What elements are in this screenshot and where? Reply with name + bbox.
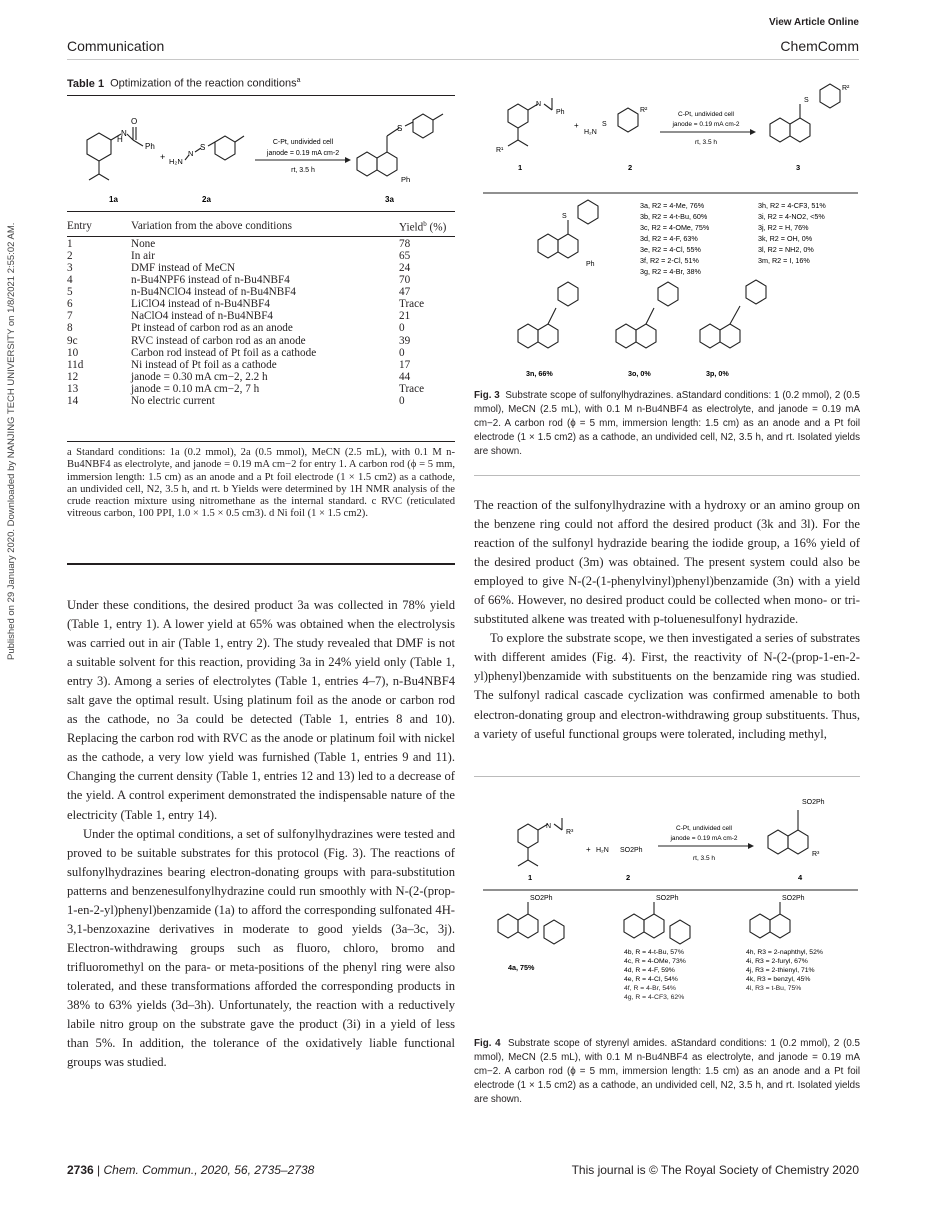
fig4-yields-right [746,949,823,983]
fig4-label-4a: 4a, 75% [508,963,535,972]
fig3-yield-3f: 3f, R2 = 2-Cl, 51% [640,256,699,265]
cell-entry: 13 [67,382,79,395]
fig4-label-1: 1 [528,873,533,882]
fig4-plus: + [586,845,591,854]
cell-entry: 8 [67,322,73,335]
cell-yield: 24 [399,262,411,275]
fig4-yield-4e: 4e, R = 4-Cl, 54% [624,976,678,983]
fig3-r2: R² [640,107,648,114]
fig4-4h-so2ph: SO2Ph [782,895,805,902]
table1-rule-3 [67,236,455,237]
download-notice [6,120,26,660]
fig3-3o-aryl [658,282,678,306]
fig3-plus: + [574,121,579,130]
scheme-3a-oxazine [377,152,397,176]
fig4-top-rule [474,776,860,777]
cell-yield: 47 [399,286,411,299]
table-row [67,250,455,262]
fig4-condition-1: C-Pt, undivided cell [676,825,732,832]
cell-yield: 0 [399,395,405,408]
fig3-label-3: 3 [796,163,801,172]
fig3-generic-oxazine [558,234,578,258]
cell-variation: janode = 0.30 mA cm−2, 2.2 h [131,370,268,383]
section-title: Communication [67,38,165,54]
fig3-r1: R¹ [496,147,504,154]
cell-entry: 7 [67,310,73,323]
table-row [67,238,455,250]
fig3-label-3n: 3n, 66% [526,369,553,378]
scheme-label-3a: 3a [385,195,394,204]
right-column-text [474,496,860,744]
fig3-yield-3b: 3b, R2 = 4-t-Bu, 60% [640,212,708,221]
cell-yield: 70 [399,274,411,287]
fig4-r3: R³ [566,829,574,836]
fig4-yield-4d: 4d, R = 4-F, 59% [624,967,675,974]
table-row [67,310,455,322]
fig3-yields-right [758,201,826,265]
table1-top-rule [67,95,455,96]
cell-yield: 0 [399,322,405,335]
fig4-scheme [478,780,863,985]
fig4-yield-4j: 4j, R3 = 2-thienyl, 71% [746,967,815,974]
col-variation: Variation from the above conditions [131,219,292,232]
fig3-yield-3j: 3j, R2 = H, 76% [758,223,809,232]
table-body [67,238,455,407]
fig3-yield-3m: 3m, R2 = I, 16% [758,256,810,265]
col-yield [399,218,455,238]
col-entry: Entry [67,219,92,232]
fig3-scheme [478,80,863,380]
fig4-1-ring [518,824,538,848]
fig4-4a-aryl [544,920,564,944]
scheme-n: N [121,129,127,138]
scheme-condition-2: janode = 0.19 mA cm-2 [266,150,340,157]
cell-entry: 3 [67,262,73,275]
cell-variation: LiClO4 instead of n-Bu4NBF4 [131,298,270,311]
fig4-4h-oxazine [770,914,790,938]
table-row [67,298,455,310]
fig4-4b-ring [624,914,644,938]
fig4-condition-2: janode = 0.19 mA cm-2 [670,835,738,842]
copyright: This journal is © The Royal Society of Chemistry 2020 [571,1163,859,1177]
cell-yield: 78 [399,237,411,250]
cell-yield: Trace [399,298,425,311]
fig4-caption [474,1037,860,1107]
fig3-3o-oxazine [636,324,656,348]
fig4-4-ring [768,830,788,854]
fig4-yield-4g: 4g, R = 4-CF3, 62% [624,994,685,1001]
cell-entry: 5 [67,286,73,299]
fig3-2-ring [618,108,638,132]
fig4-label-2: 2 [626,873,631,882]
cell-entry: 6 [67,298,73,311]
fig3-generic-ph: Ph [586,261,595,268]
left-column-text [67,596,455,1072]
fig3-s: S [602,121,607,128]
fig3-yields-left [640,201,710,276]
fig4-caption-label: Fig. 4 [474,1038,501,1049]
fig3-caption [474,389,860,459]
table1-rule-2 [67,211,455,212]
fig3-3p-ring [700,324,720,348]
fig3-3n-ring [518,324,538,348]
cell-entry: 4 [67,274,73,287]
cell-yield: Trace [399,382,425,395]
scheme-3a-tolyl [413,114,433,138]
scheme-condition-1: C-Pt, undivided cell [272,139,334,146]
fig3-yield-3c: 3c, R2 = 4-OMe, 75% [640,223,710,232]
cell-variation: RVC instead of carbon rod as an anode [131,334,306,347]
cell-variation: No electric current [131,395,215,408]
fig3-generic-ring [538,234,558,258]
fig3-label-3o: 3o, 0% [628,369,651,378]
table-row [67,395,455,407]
cell-variation: janode = 0.10 mA cm−2, 7 h [131,382,260,395]
fig3-3-r2: R² [842,85,850,92]
col-yield-sup: b [423,220,427,228]
cell-entry: 1 [67,237,73,250]
fig3-caption-label: Fig. 3 [474,390,500,401]
fig4-yield-4l: 4l, R3 = t-Bu, 75% [746,985,802,992]
scheme-label-1a: 1a [109,195,118,204]
scheme-3a-ph: Ph [401,175,411,184]
fig4-4b-oxazine [644,914,664,938]
table1-title-sup: a [296,77,301,84]
right-paragraph-2: To explore the substrate scope, we then investigated a series of substrates with different amides (Fig. 4). First, the reactivity of N-(2-(prop-1-en-2-yl)phenyl)benzamide with substituents on the benzamide ring was studied. The sulfonyl radical cascade cyclization was confirmed amenable to both electron-donating group and electron-withdrawing group substituents. Thus, a variety of useful functional groups were tolerated, including methyl, [474,631,860,741]
optimization-table [67,218,455,407]
fig3-condition-2: janode = 0.19 mA cm-2 [672,121,740,128]
scheme-label-2a: 2a [202,195,211,204]
fig3-3p-oxazine [720,324,740,348]
right-paragraph-1: The reaction of the sulfonylhydrazine with a hydroxy or an amino group on the benzene ring could not afford the desired product (3k and 3l). For the reaction of the sulfonyl hydrazide bearing the iodide group, a 16% yield of the desired product (3m) was obtained. The present system could also be employed to give N-(2-(1-phenylvinyl)phenyl)benzamide (3n) with a yield of 66%. However, no desired product could be collected when mono- or tri-substituted alkene was treated with p-toluenesulfonyl hydrazide. [474,498,860,627]
cell-yield: 17 [399,358,411,371]
fig4-4-so2ph: SO2Ph [802,799,825,806]
cell-variation: Ni instead of Pt foil as a cathode [131,358,277,371]
table-row [67,347,455,359]
scheme-1a-ring [87,133,111,161]
left-paragraph-2: Under the optimal conditions, a set of sulfonylhydrazines were tested and proved to be suitable substrates for this protocol (Fig. 3). The reactions of sulfonylhydrazines bearing electron-donating groups with para-substitution patterns and benzenesulfonylhydrazine could run smoothly with N-(2-(prop-1-en-2-yl)phenyl)benzamide (1a) to afford the corresponding sulfonated 4H-3,1-benzoxazine derivatives in moderate to good yields (3a–3c, 3j). Electron-withdrawing groups such as fluoro, chloro, bromo and trifluoromethyl on the para- or meta-positions of the phenyl ring were also tolerated, and these transformations afforded the corresponding products in 38% to 63% yields (3d–3h). Unfortunately, the reaction with a reductively labile nitro group on the substrate gave the product (3i) in a yield of less than 5%. In addition, the tolerance of the oxidatively liable functional groups was studied. [67,826,455,1070]
cell-variation: NaClO4 instead of n-Bu4NBF4 [131,310,274,323]
cell-variation: n-Bu4NClO4 instead of n-Bu4NBF4 [131,286,297,299]
table-row [67,322,455,334]
table1-title: Optimization of the reaction conditions [110,77,297,90]
fig3-yield-3a: 3a, R2 = 4-Me, 76% [640,201,705,210]
fig4-yields-mid-extra [624,984,684,1002]
fig3-1-ring [508,104,528,128]
fig3-bottom-rule [474,475,860,476]
cell-yield: 65 [399,249,411,262]
cell-variation: None [131,237,156,250]
cell-yield: 44 [399,370,411,383]
scheme-h: H [117,135,123,144]
table-row [67,335,455,347]
col-yield-label: Yield [399,221,424,234]
table-row [67,274,455,286]
table1-bottom-rule [67,563,455,565]
fig3-yield-3h: 3h, R2 = 4-CF3, 51% [758,201,826,210]
fig4-yield-4k: 4k, R3 = benzyl, 45% [746,976,811,983]
fig3-yield-3l: 3l, R2 = NH2, 0% [758,245,814,254]
table1-caption [67,77,301,90]
fig3-label-3p: 3p, 0% [706,369,729,378]
fig4-4a-oxazine [518,914,538,938]
fig3-3n-oxazine [538,324,558,348]
fig3-condition-1: C-Pt, undivided cell [678,111,734,118]
fig4-yield-4b: 4b, R = 4-t-Bu, 57% [624,949,684,956]
header-divider [67,59,859,60]
table-row [67,371,455,383]
fig3-label-2: 2 [628,163,633,172]
fig3-yield-3g: 3g, R2 = 4-Br, 38% [640,267,701,276]
table-row [67,359,455,371]
download-notice-text: Published on 29 January 2020. Downloaded by NANJING TECH UNIVERSITY on 1/8/2021 2:55:02 AM. [6,222,17,660]
table-header-row [67,218,455,238]
cell-yield: 0 [399,346,405,359]
fig4-4-oxazine [788,830,808,854]
fig4-yield-4c: 4c, R = 4-OMe, 73% [624,958,686,965]
table-row [67,262,455,274]
fig4-4a-ring [498,914,518,938]
fig3-yield-3i: 3i, R2 = 4-NO2, <5% [758,212,825,221]
citation: Chem. Commun., 2020, 56, 2735–2738 [103,1163,315,1177]
cell-entry: 11d [67,358,84,371]
table1-rule-4 [67,441,455,442]
table-row [67,383,455,395]
fig4-yield-4h: 4h, R3 = 2-naphthyl, 52% [746,949,823,956]
left-paragraph-1: Under these conditions, the desired product 3a was collected in 78% yield (Table 1, entry 1). A lower yield at 65% was obtained when the electrolysis was carried out in air (Table 1, entry 2). The study revealed that DMF is not a suitable solvent for this reaction, providing 3a in 24% yield only (Table 1, entry 3). Among a series of electrolytes (Table 1, entries 4–7), n-Bu4NBF4 salt gave the optimal result. Using platinum foil as the anode or carbon rod as the cathode, no 3a could be detected (Table 1, entries 8 and 10). Replacing the carbon rod with RVC as the anode or platinum foil with nickel as the cathode, a very low yield was furnished (Table 1, entries 9 and 11). Changing the current density (Table 1, entries 12 and 13) led to a decrease of the yield. A control experiment demonstrated the indispensable nature of the electricity (Table 1, entry 14). [67,598,455,822]
fig4-h2n: H₂N [596,847,609,854]
cell-entry: 10 [67,346,79,359]
fig3-generic-aryl [578,200,598,224]
cell-yield: 21 [399,310,411,323]
fig3-condition-3: rt, 3.5 h [694,139,718,146]
scheme-2a-ring [215,136,235,160]
table1-label: Table 1 [67,77,105,90]
table1-footnote: a Standard conditions: 1a (0.2 mmol), 2a (0.5 mmol), MeCN (2.5 mL), with 0.1 M n-Bu4NBF4 as electrolyte, and janode = 0.19 mA cm−2 for entry 1. A carbon rod (ϕ = 5 mm, immersion length: 1.5 cm) as an anode and a Pt foil electrode (1 × 1.5 cm2) as a cathode, an undivided cell, N2, 3.5 h, and rt. b Yields were determined by 1H NMR analysis of the crude reaction mixture using nitromethane as the internal standard. c RVC (reticulated vitreous carbon, 100 PPI, 1.0 × 1.5 × 0.5 cm3). d Ni foil (1 × 1.5 cm2). [67,447,455,520]
fig4-4b-aryl [670,920,690,944]
fig4-label-4: 4 [798,873,803,882]
fig4-4a-so2ph: SO2Ph [530,895,553,902]
table-row [67,286,455,298]
fig4-4-r3: R³ [812,851,820,858]
scheme-nh: N [188,149,194,158]
fig4-4b-so2ph: SO2Ph [656,895,679,902]
table1-reaction-scheme [67,100,455,210]
fig3-3-s: S [804,97,809,104]
scheme-3a-ring [357,152,377,176]
fig3-3o-ring [616,324,636,348]
scheme-ph: Ph [145,142,155,151]
fig3-label-1: 1 [518,163,523,172]
page-footer-citation: 2736 | Chem. Commun., 2020, 56, 2735–2738 [67,1163,315,1177]
scheme-h2n: H₂N [169,157,183,166]
fig3-3p-aryl [746,280,766,304]
scheme-s: S [200,143,206,152]
fig3-yield-3k: 3k, R2 = OH, 0% [758,234,813,243]
fig3-ph: Ph [556,109,565,116]
cell-variation: n-Bu4NPF6 instead of n-Bu4NBF4 [131,274,290,287]
journal-name: ChemComm [780,38,859,54]
scheme-plus: + [160,152,166,162]
cell-entry: 12 [67,370,79,383]
cell-variation: Pt instead of carbon rod as an anode [131,322,293,335]
cell-entry: 9c [67,334,78,347]
fig4-yield-4f: 4f, R = 4-Br, 54% [624,985,676,992]
fig3-3-ring [770,118,790,142]
col-yield-unit: (%) [429,221,447,234]
cell-entry: 2 [67,249,73,262]
view-article-online-link[interactable]: View Article Online [768,17,859,28]
fig3-yield-3d: 3d, R2 = 4-F, 63% [640,234,698,243]
scheme-3a-s: S [397,124,403,133]
cell-variation: In air [131,249,155,262]
fig3-h2n: H₂N [584,129,597,136]
fig3-3-aryl [820,84,840,108]
fig4-yield-4i: 4i, R3 = 2-furyl, 67% [746,958,808,965]
fig4-condition-3: rt, 3.5 h [692,855,716,862]
fig3-3n-aryl [558,282,578,306]
cell-variation: DMF instead of MeCN [131,262,236,275]
fig4-yields-mid [624,949,686,983]
fig3-3-oxazine [790,118,810,142]
fig4-n: N [546,823,552,830]
scheme-condition-3: rt, 3.5 h [291,167,315,174]
fig3-caption-text: Substrate scope of sulfonylhydrazines. aStandard conditions: 1 (0.2 mmol), 2 (0.5 mmol), MeCN (2.5 mL), with 0.1 M n-Bu4NBF4 as electrolyte, and janode = 0.19 mA cm−2. A carbon rod (ϕ = 5 mm, immersion length: 1.5 cm) as an anode and a Pt foil electrode (1 × 1.5 cm2) as a cathode, an undivided cell, N2, 3.5 h, and rt. Isolated yields are shown. [474,390,860,457]
fig3-n: N [536,101,542,108]
fig4-yields-right-extra [746,984,801,993]
cell-entry: 14 [67,395,79,408]
fig4-reagent-so2ph: SO2Ph [620,847,643,854]
fig4-4h-ring [750,914,770,938]
cell-yield: 39 [399,334,411,347]
scheme-o: O [131,117,138,126]
fig3-yield-3e: 3e, R2 = 4-Cl, 55% [640,245,701,254]
fig3-generic-s: S [562,213,567,220]
fig4-caption-text: Substrate scope of styrenyl amides. aStandard conditions: 1 (0.2 mmol), 2 (0.5 mmol), MeCN (2.5 mL), with 0.1 M n-Bu4NBF4 as electrolyte, and janode = 0.19 mA cm−2. A carbon rod (ϕ = 5 mm, immersion length: 1.5 cm) as an anode and a Pt foil electrode (1 × 1.5 cm2) as a cathode, an undivided cell, N2, 3.5 h, and rt. Isolated yields are shown. [474,1038,860,1105]
cell-variation: Carbon rod instead of Pt foil as a cathode [131,346,317,359]
page-number: 2736 [67,1163,94,1177]
